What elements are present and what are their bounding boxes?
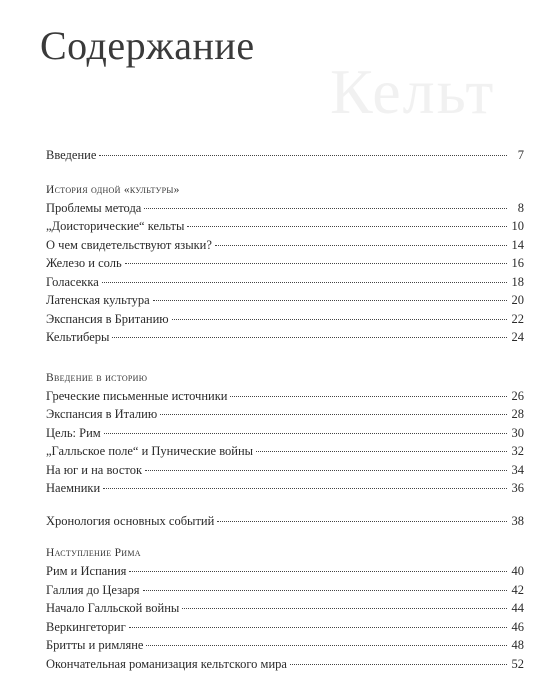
toc-entry-page: 46 [511, 619, 524, 634]
toc-entry-label: Наемники [46, 481, 101, 495]
toc-entry-page: 30 [511, 425, 524, 440]
toc-entry-label: Рим и Испания [46, 564, 127, 578]
dot-leader [146, 645, 507, 646]
toc-entry-page: 14 [511, 237, 524, 252]
dot-leader [290, 664, 507, 665]
toc-entry [46, 636, 524, 655]
toc-section [46, 544, 524, 673]
toc-entry-page: 52 [511, 656, 524, 671]
toc-entry [46, 254, 524, 273]
toc-entry-label: Введение [46, 148, 97, 162]
toc-entry [46, 442, 524, 461]
toc-entry-label: Хронология основных событий [46, 513, 215, 528]
toc-entry [46, 217, 524, 236]
toc-entry [46, 387, 524, 406]
toc-entry-page: 7 [517, 148, 524, 162]
toc-entry-page: 34 [511, 462, 524, 477]
toc-entry-label: Кельтиберы [46, 330, 110, 344]
dot-leader [104, 433, 507, 434]
dot-leader [145, 470, 507, 471]
toc-entry [46, 618, 524, 637]
dot-leader [102, 282, 507, 283]
toc-entry [46, 405, 524, 424]
dot-leader [125, 263, 507, 264]
toc-entry [46, 479, 524, 498]
page-title: Содержание [40, 23, 255, 68]
dot-leader [144, 208, 507, 209]
toc-entry [46, 273, 524, 292]
toc-entry-label: „Доисторические“ кельты [46, 219, 185, 233]
section-heading: Введение в историю [46, 371, 148, 384]
toc-entry-label: Экспансия в Британию [46, 311, 169, 326]
dot-leader [153, 300, 507, 301]
toc-entry [46, 310, 524, 329]
toc-entry-label: Греческие письменные источники [46, 388, 228, 403]
dot-leader [217, 521, 507, 522]
toc-entry-page: 48 [511, 638, 524, 652]
toc-entry-page: 38 [511, 513, 524, 528]
toc-entry-page: 28 [511, 407, 524, 421]
toc-entry-label: Голасекка [46, 274, 99, 289]
toc-entry [46, 581, 524, 600]
toc-section [46, 369, 524, 498]
dot-leader [143, 590, 507, 591]
dot-leader [230, 396, 507, 397]
toc-entry [46, 424, 524, 443]
dot-leader [129, 571, 507, 572]
toc-entry [46, 291, 524, 310]
dot-leader [182, 608, 507, 609]
toc-entry-page: 36 [511, 481, 524, 495]
toc-entry-label: Окончательная романизация кельтского мира [46, 656, 287, 671]
toc-entry-label: Железо и соль [46, 256, 122, 270]
toc-entry-page: 26 [511, 388, 524, 403]
toc-entry-page: 8 [517, 200, 524, 215]
toc-entry [46, 199, 524, 218]
toc-entry-label: На юг и на восток [46, 462, 143, 477]
dot-leader [256, 451, 507, 452]
section-heading: История одной «культуры» [46, 183, 180, 196]
dot-leader [129, 627, 507, 628]
table-of-contents [46, 146, 524, 673]
toc-entry-label: Веркингеториг [46, 619, 126, 634]
toc-entry-page: 22 [511, 311, 524, 326]
dot-leader [160, 414, 507, 415]
toc-entry-label: Цель: Рим [46, 425, 101, 440]
toc-entry [46, 562, 524, 581]
toc-entry-label: Начало Галльской войны [46, 601, 180, 615]
toc-entry [46, 461, 524, 480]
toc-entry-page: 18 [511, 274, 524, 289]
toc-entry-page: 20 [511, 293, 524, 307]
toc-entry-intro [46, 146, 524, 165]
section-heading: Наступление Рима [46, 547, 141, 559]
toc-entry-page: 24 [511, 330, 524, 344]
toc-section [46, 512, 524, 531]
toc-entry [46, 328, 524, 347]
toc-entry-label: Галлия до Цезаря [46, 582, 140, 597]
dot-leader [99, 155, 507, 156]
dot-leader [172, 319, 507, 320]
dot-leader [187, 226, 507, 227]
toc-entry [46, 599, 524, 618]
dot-leader [103, 488, 507, 489]
toc-entry-label: О чем свидетельствуют языки? [46, 237, 212, 252]
toc-entry-label: Проблемы метода [46, 200, 142, 215]
toc-entry [46, 236, 524, 255]
toc-entry [46, 655, 524, 674]
dot-leader [112, 337, 507, 338]
toc-section [46, 181, 524, 347]
toc-entry-label: Латенская культура [46, 293, 150, 307]
toc-entry [46, 512, 524, 531]
toc-entry-label: Экспансия в Италию [46, 407, 158, 421]
toc-entry-label: „Галльское поле“ и Пунические войны [46, 444, 254, 458]
toc-entry-page: 42 [511, 582, 524, 597]
toc-entry-page: 10 [511, 219, 524, 233]
toc-entry-page: 40 [511, 564, 524, 578]
dot-leader [215, 245, 507, 246]
toc-entry-page: 32 [511, 444, 524, 458]
toc-entry-label: Бритты и римляне [46, 638, 144, 652]
toc-entry-page: 44 [511, 601, 524, 615]
bleed-through-text: Кельт [330, 56, 496, 127]
toc-entry-page: 16 [511, 256, 524, 270]
